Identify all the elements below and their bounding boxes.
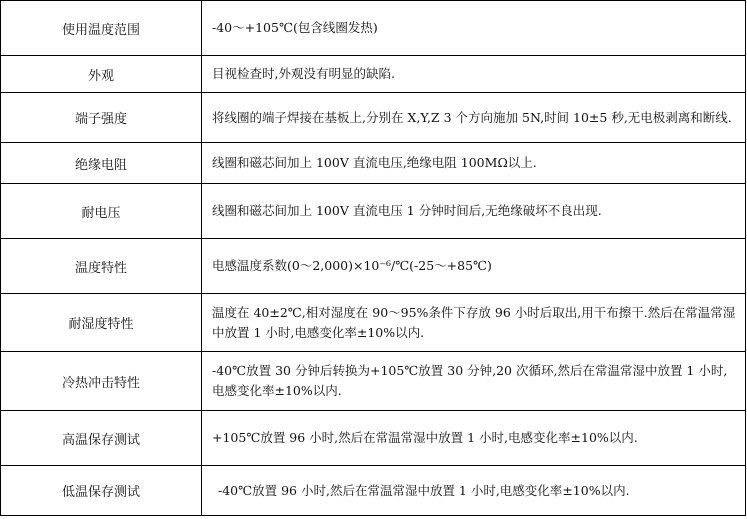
row-value: 将线圈的端子焊接在基板上,分别在 X,Y,Z 3 个方向施加 5N,时间 10±5 秒,无电极剥离和断线. [202,93,746,143]
row-label: 高温保存测试 [1,411,202,466]
row-label: 耐电压 [1,184,202,239]
row-label: 外观 [1,56,202,93]
row-label: 耐湿度特性 [1,294,202,352]
table-row [1,294,746,352]
row-label: 冷热冲击特性 [1,352,202,411]
row-value: 线圈和磁芯间加上 100V 直流电压,绝缘电阻 100MΩ以上. [202,143,746,184]
table-row [1,184,746,239]
row-label: 低温保存测试 [1,466,202,516]
row-label: 端子强度 [1,93,202,143]
row-value: 线圈和磁芯间加上 100V 直流电压 1 分钟时间后,无绝缘破坏不良出现. [202,184,746,239]
row-label: 温度特性 [1,239,202,294]
row-value: 电感温度系数(0～2,000)×10⁻⁶/℃(-25～+85℃) [202,239,746,294]
table-row [1,352,746,411]
row-label: 使用温度范围 [1,1,202,56]
row-value: +105℃放置 96 小时,然后在常温常湿中放置 1 小时,电感变化率±10%以内. [202,411,746,466]
row-value: 温度在 40±2℃,相对湿度在 90～95%条件下存放 96 小时后取出,用干布擦干.然后在常温常湿中放置 1 小时,电感变化率±10%以内. [202,294,746,352]
table-row [1,239,746,294]
table-row [1,1,746,56]
row-value: -40～+105℃(包含线圈发热) [202,1,746,56]
table-row [1,93,746,143]
table-row [1,56,746,93]
row-value: -40℃放置 30 分钟后转换为+105℃放置 30 分钟,20 次循环,然后在常温常湿中放置 1 小时,电感变化率±10%以内. [202,352,746,411]
row-value: 目视检查时,外观没有明显的缺陷. [202,56,746,93]
table-row [1,466,746,516]
row-label: 绝缘电阻 [1,143,202,184]
row-value: -40℃放置 96 小时,然后在常温常湿中放置 1 小时,电感变化率±10%以内. [202,466,746,516]
table-row [1,143,746,184]
table-row [1,411,746,466]
